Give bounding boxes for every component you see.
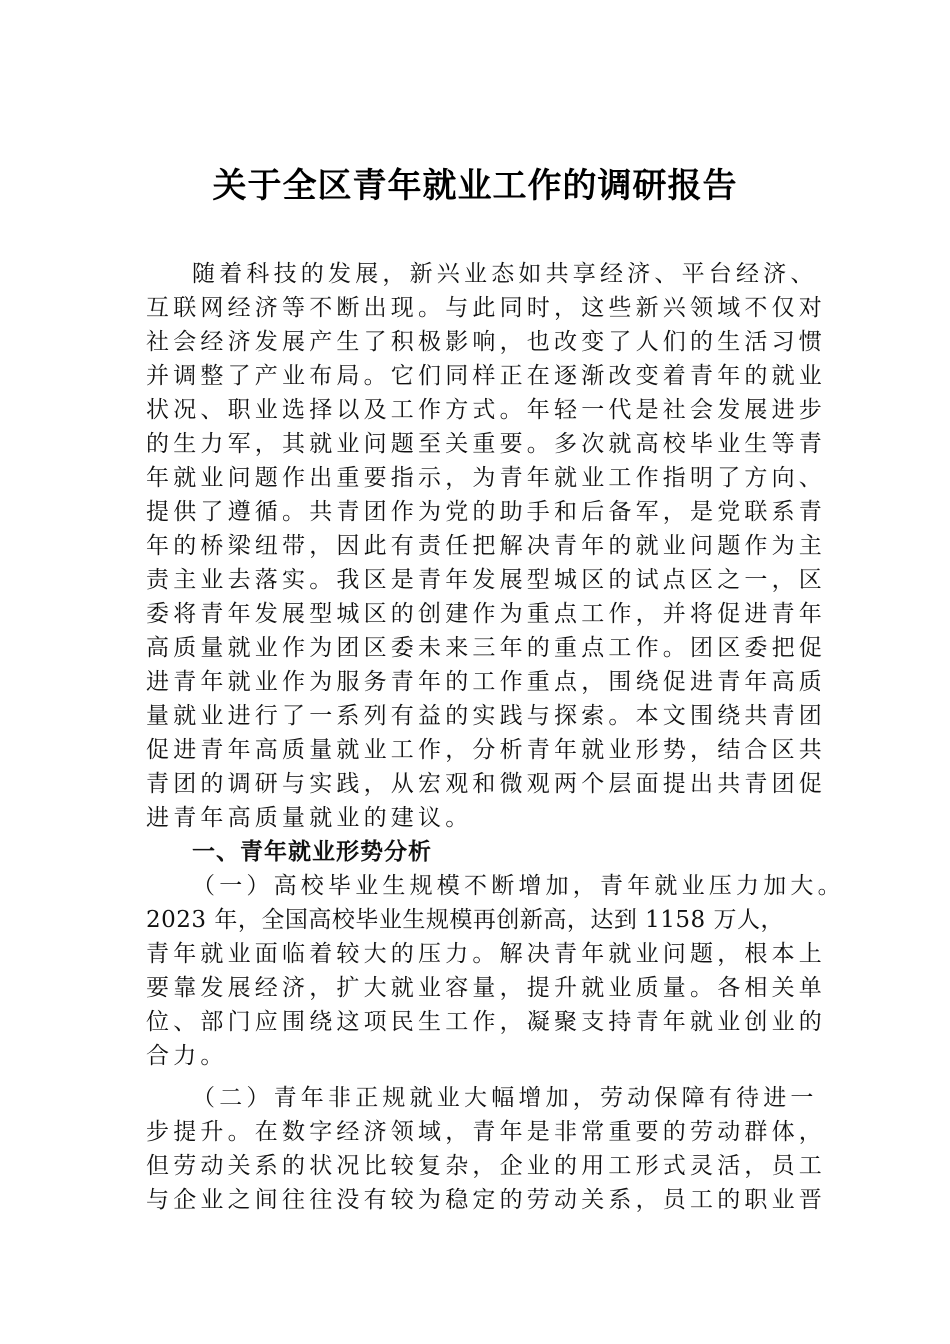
section-heading: 一、青年就业形势分析 xyxy=(192,839,432,865)
paragraph-line: 促进青年高质量就业工作，分析青年就业形势，结合区共 xyxy=(146,737,826,763)
paragraph-line: （一）高校毕业生规模不断增加，青年就业压力加大。 xyxy=(192,873,845,899)
paragraph-line: 随着科技的发展，新兴业态如共享经济、平台经济、 xyxy=(192,261,818,287)
paragraph-intro xyxy=(146,257,826,835)
document-title: 关于全区青年就业工作的调研报告 xyxy=(212,166,738,206)
paragraph-line: 青年就业面临着较大的压力。解决青年就业问题，根本上 xyxy=(146,941,826,967)
paragraph-line: 青团的调研与实践，从宏观和微观两个层面提出共青团促 xyxy=(146,771,826,797)
paragraph-line: 进青年高质量就业的建议。 xyxy=(146,805,473,831)
paragraph-line: 高质量就业作为团区委未来三年的重点工作。团区委把促 xyxy=(146,635,826,661)
paragraph-line: 进青年就业作为服务青年的工作重点，围绕促进青年高质 xyxy=(146,669,826,695)
paragraph-line: 年就业问题作出重要指示，为青年就业工作指明了方向、 xyxy=(146,465,826,491)
subsection-two xyxy=(146,1081,826,1217)
paragraph-line: 合力。 xyxy=(146,1043,228,1069)
paragraph-line: 互联网经济等不断出现。与此同时，这些新兴领域不仅对 xyxy=(146,295,826,321)
document-body xyxy=(146,257,845,1217)
paragraph-line: 年的桥梁纽带，因此有责任把解决青年的就业问题作为主 xyxy=(146,533,826,559)
paragraph-line: 社会经济发展产生了积极影响，也改变了人们的生活习惯 xyxy=(146,329,826,355)
paragraph-line: 并调整了产业布局。它们同样正在逐渐改变着青年的就业 xyxy=(146,363,826,389)
paragraph-line: 2023 年，全国高校毕业生规模再创新高，达到 1158 万人， xyxy=(146,907,784,933)
paragraph-line: 步提升。在数字经济领域，青年是非常重要的劳动群体， xyxy=(146,1119,826,1145)
paragraph-line: 提供了遵循。共青团作为党的助手和后备军，是党联系青 xyxy=(146,499,826,525)
paragraph-line: 位、部门应围绕这项民生工作，凝聚支持青年就业创业的 xyxy=(146,1009,826,1035)
subsection-one xyxy=(146,869,845,1073)
paragraph-line: （二）青年非正规就业大幅增加，劳动保障有待进一 xyxy=(192,1085,818,1111)
paragraph-line: 责主业去落实。我区是青年发展型城区的试点区之一，区 xyxy=(146,567,826,593)
paragraph-line: 但劳动关系的状况比较复杂，企业的用工形式灵活，员工 xyxy=(146,1153,826,1179)
paragraph-line: 量就业进行了一系列有益的实践与探索。本文围绕共青团 xyxy=(146,703,826,729)
paragraph-line: 委将青年发展型城区的创建作为重点工作，并将促进青年 xyxy=(146,601,826,627)
paragraph-line: 的生力军，其就业问题至关重要。多次就高校毕业生等青 xyxy=(146,431,826,457)
paragraph-line: 与企业之间往往没有较为稳定的劳动关系，员工的职业晋 xyxy=(146,1187,826,1213)
paragraph-line: 状况、职业选择以及工作方式。年轻一代是社会发展进步 xyxy=(146,397,826,423)
paragraph-line: 要靠发展经济，扩大就业容量，提升就业质量。各相关单 xyxy=(146,975,826,1001)
